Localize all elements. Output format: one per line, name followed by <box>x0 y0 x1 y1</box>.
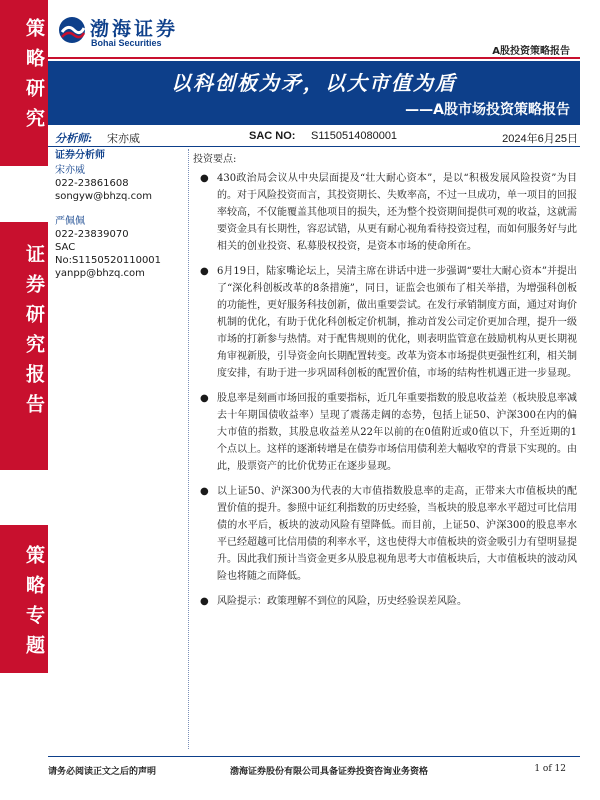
contact-name: 严佩佩 <box>55 216 85 227</box>
highlights-heading: 投资要点: <box>193 154 237 165</box>
column-divider <box>188 149 189 749</box>
contact-block <box>55 164 183 203</box>
list-item <box>193 483 577 585</box>
contact-email[interactable]: songyw@bhzq.com <box>55 191 152 202</box>
analyst-name: 宋亦威 <box>107 132 140 145</box>
contact-name: 宋亦威 <box>55 165 85 176</box>
footer-divider <box>48 756 580 757</box>
bullet-icon: ● <box>200 486 209 497</box>
info-divider <box>48 146 580 147</box>
logo-name-cn: 渤海证券 <box>90 18 179 40</box>
list-item <box>193 170 577 255</box>
page-number: 1 of 12 <box>534 764 566 774</box>
sidebar-block-securities-report <box>0 222 48 470</box>
contact-phone: 022-23861608 <box>55 178 129 189</box>
bullet-text: 风险提示：政策理解不到位的风险，历史经验误差风险。 <box>217 596 467 607</box>
list-item <box>193 390 577 475</box>
sac-number: S1150514080001 <box>311 130 398 142</box>
sidebar-block-strategy-research <box>0 0 48 166</box>
footer-disclaimer: 请务必阅读正文之后的声明 <box>48 767 157 777</box>
header-divider <box>48 57 580 59</box>
investment-highlights <box>193 151 577 618</box>
analyst-info-row <box>55 129 578 147</box>
contact-email[interactable]: yanpp@bhzq.com <box>55 268 145 279</box>
bullet-icon: ● <box>200 173 209 184</box>
contacts-title: 证券分析师 <box>55 150 105 161</box>
analyst-contacts <box>55 149 183 280</box>
analyst-label: 分析师: <box>55 132 93 145</box>
bullet-icon: ● <box>200 266 209 277</box>
list-item <box>193 593 577 610</box>
sidebar-label-strategy-research: 策略研究 <box>23 18 45 138</box>
bullet-icon: ● <box>200 596 209 607</box>
bullet-text: 以上证50、沪深300为代表的大市值指数股息率的走高，正带来大市值板块的配置价值的提升。参照中证红利指数的历史经验，当板块的股息率水平超过可比信用债的水平后，板块的波动风险有望降低。而目前，上证50、沪深300的股息率水平已经超越可比信用债的利率水平，这也使得大市值板块的资金吸引力有望明显提升。因此我们预计当资金更多从股息视角思考大市值板块后，大市值板块的波动风险也将随之而降低。 <box>217 486 577 582</box>
bullet-text: 股息率是刻画市场回报的重要指标，近几年重要指数的股息收益差（板块股息率减去十年期国债收益率）呈现了震荡走阔的态势，包括上证50、沪深300在内的偏大市值的指数，其股息收益差从22年以前的在0值附近或0值以下，升至近期的1个点以上。这样的逐渐转增是在债券市场信用债利差大幅收窄的背景下实现的。由此，股票资产的比价优势正在逐步显现。 <box>217 393 577 472</box>
sidebar-block-strategy-topic <box>0 525 48 673</box>
sidebar-label-securities-report: 证券研究报告 <box>23 244 45 424</box>
bullet-text: 6月19日，陆家嘴论坛上，吴清主席在讲话中进一步强调“要壮大耐心资本”并提出了“深化科创板改革的8条措施”，同日，证监会也颁布了相关举措，为增强科创板的功能性，更好服务科技创新，做出重要尝试。在发行承销制度方面，通过对询价机制的优化，有助于优化科创板定价机制，推动首发公司定价更加合理，提升一级市场的打新参与热情。对于配售规则的优化，则表明监管意在鼓励机构从更长期视角审视新股，引导资金向长期配置转变。改革为资本市场提供更强性红利，相关制度安排，有助于进一步巩固科创板的配置价值，市场的结构性机遇正进一步显现。 <box>217 266 577 379</box>
report-date: 2024年6月25日 <box>502 133 578 145</box>
report-subtitle: ——A股市场投资策略报告 <box>405 102 570 118</box>
highlights-list <box>193 170 577 610</box>
bullet-text: 430政治局会议从中央层面提及“壮大耐心资本”，是以“积极发展风险投资”为目的。对于风险投资而言，其投资期长、失败率高，不过一旦成功，单一项目的回报率较高，不仅能覆盖其他项目的损失，还为整个投资期间提供可观的收益，这就需要资金具有长期性，容忍试错，从更有耐心视角看待投资过程，而如何服务好与此相关的创业投资、私募股权投资，是资本市场的使命所在。 <box>217 173 577 252</box>
contact-sac: SAC No:S1150520110001 <box>55 242 162 266</box>
sac-label: SAC NO: <box>249 130 296 142</box>
contact-phone: 022-23839070 <box>55 229 129 240</box>
report-type-label: A股投资策略报告 <box>492 46 570 57</box>
bullet-icon: ● <box>200 393 209 404</box>
sidebar-label-strategy-topic: 策略专题 <box>23 545 45 665</box>
list-item <box>193 263 577 382</box>
footer-company-qualification: 渤海证券股份有限公司具备证券投资咨询业务资格 <box>230 767 429 777</box>
contact-block <box>55 215 183 280</box>
bohai-logo-icon <box>58 16 86 44</box>
title-banner <box>48 61 580 125</box>
report-title: 以科创板为矛，以大市值为盾 <box>171 71 457 95</box>
logo-name-en: Bohai Securities <box>91 38 162 48</box>
